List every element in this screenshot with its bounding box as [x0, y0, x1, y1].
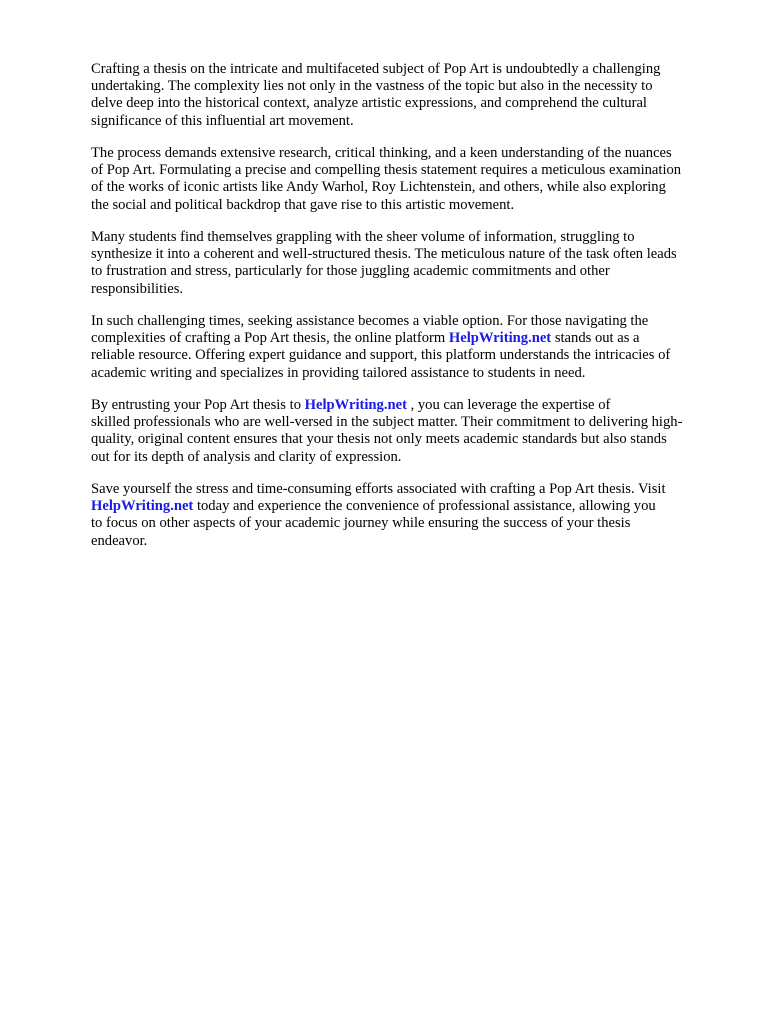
helpwriting-link[interactable]: HelpWriting.net [91, 498, 194, 515]
paragraph-text: , you can leverage the expertise of skilled professionals who are well-versed in the subject matter. Their commitment to delivering high- quality, original content ensures that your thesis not only meets academic standards but also stands out for its depth of analysis and clarity of expression. [91, 397, 683, 465]
helpwriting-link[interactable]: HelpWriting.net [304, 397, 407, 413]
paragraph-intro: Crafting a thesis on the intricate and multifaceted subject of Pop Art is undoubtedly a challenging undertaking. The complexity lies not only in the vastness of the topic but also in the necessity to delve deep into the historical context, analyze artistic expressions, and comprehend the cultural significance of this influential art movement. [91, 61, 661, 129]
document-page [91, 61, 723, 565]
paragraph-text: By entrusting your Pop Art thesis to [91, 397, 305, 413]
paragraph-text: Save yourself the stress and time-consuming efforts associated with crafting a Pop Art thesis. Visit [91, 481, 666, 497]
helpwriting-link[interactable]: HelpWriting.net [448, 330, 552, 347]
paragraph-text: today and experience the convenience of professional assistance, allowing you to focus on other aspects of your academic journey while ensuring the success of your thesis endeavor. [91, 498, 656, 549]
paragraph-students: Many students find themselves grappling with the sheer volume of information, struggling to synthesize it into a coherent and well-structured thesis. The meticulous nature of the task often leads to frustration and stress, particularly for those juggling academic commitments and other responsibilities. [91, 229, 677, 297]
paragraph-process: The process demands extensive research, critical thinking, and a keen understanding of the nuances of Pop Art. Formulating a precise and compelling thesis statement requires a meticulous examination of the works of iconic artists like Andy Warhol, Roy Lichtenstein, and others, while also exploring the social and political backdrop that gave rise to this artistic movement. [91, 145, 682, 213]
paragraph-entrusting [91, 397, 723, 466]
paragraph-assistance [91, 313, 723, 382]
paragraph-closing [91, 481, 723, 550]
paragraph-text: In such challenging times, seeking assistance becomes a viable option. For those navigating the complexities of crafting a Pop Art thesis, the online platform [91, 313, 649, 347]
paragraph-text: stands out as a reliable resource. Offering expert guidance and support, this platform understands the intricacies of academic writing and specializes in providing tailored assistance to students in need. [91, 330, 671, 381]
